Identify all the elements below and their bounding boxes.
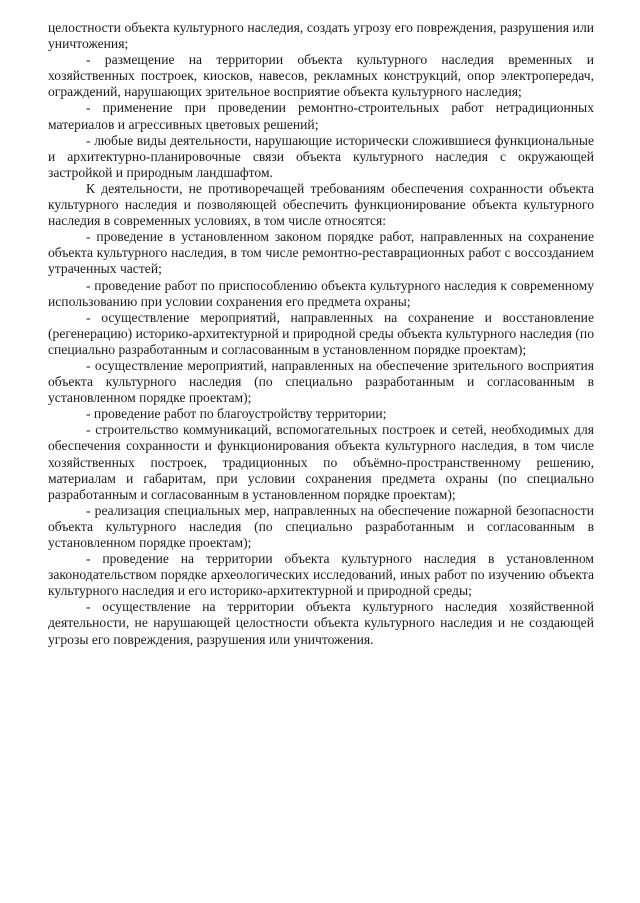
paragraph-prohibition-placement: - размещение на территории объекта культурного наследия временных и хозяйственных построек, киосков, навесов, рекламных конструкций, опор электропередач, ограждений, нарушающих зрительное восприятие объекта культурного наследия; bbox=[48, 52, 594, 100]
paragraph-permitted-regeneration: - осуществление мероприятий, направленных на сохранение и восстановление (регенерацию) историко-архитектурной и природной среды объекта культурного наследия (по специально разработанным и согласованным в установленном порядке проектам); bbox=[48, 309, 594, 357]
paragraph-prohibition-activities: - любые виды деятельности, нарушающие исторически сложившиеся функциональные и архитектурно-планировочные связи объекта культурного наследия с окружающей застройкой и природным ландшафтом. bbox=[48, 132, 594, 180]
paragraph-permitted-visual: - осуществление мероприятий, направленных на обеспечение зрительного восприятия объекта культурного наследия (по специально разработанным и согласованным в установленном порядке проектам); bbox=[48, 357, 594, 406]
paragraph-permitted-utilities: - строительство коммуникаций, вспомогательных построек и сетей, необходимых для обеспечения сохранности и функционирования объекта культурного наследия, в том числе хозяйственных построек, традиционных по объёмно-пространственному решению, материалам и габаритам, при условии сохранения предмета охраны (по специально разработанным и согласованным в установленном порядке проектам); bbox=[48, 422, 594, 502]
paragraph-permitted-preservation: - проведение в установленном законом порядке работ, направленных на сохранение объекта культурного наследия, в том числе ремонтно-реставрационных работ с воссозданием утраченных частей; bbox=[48, 229, 594, 277]
paragraph-permitted-archaeology: - проведение на территории объекта культурного наследия в установленном законодательством порядке археологических исследований, иных работ по изучению объекта культурного наследия и его историко-архитектурной и природной среды; bbox=[48, 551, 594, 599]
paragraph-permitted-landscaping: - проведение работ по благоустройству территории; bbox=[86, 406, 387, 422]
paragraph-prohibition-materials: - применение при проведении ремонтно-строительных работ нетрадиционных материалов и агрессивных цветовых решений; bbox=[48, 100, 594, 132]
document-page bbox=[48, 20, 594, 648]
paragraph-permitted-fire-safety: - реализация специальных мер, направленных на обеспечение пожарной безопасности объекта культурного наследия (по специально разработанным и согласованным в установленном порядке проектам); bbox=[48, 502, 594, 550]
paragraph-permitted-intro: К деятельности, не противоречащей требованиям обеспечения сохранности объекта культурного наследия и позволяющей обеспечить функционирование объекта культурного наследия в современных условиях, в том числе относятся: bbox=[48, 180, 594, 229]
paragraph-continuation: целостности объекта культурного наследия, создать угрозу его повреждения, разрушения или уничтожения; bbox=[48, 20, 594, 52]
paragraph-permitted-economic: - осуществление на территории объекта культурного наследия хозяйственной деятельности, не нарушающей целостности объекта культурного наследия и не создающей угрозы его повреждения, разрушения или уничтожения. bbox=[48, 599, 594, 647]
paragraph-permitted-adaptation: - проведение работ по приспособлению объекта культурного наследия к современному использованию при условии сохранения его предмета охраны; bbox=[48, 277, 594, 309]
